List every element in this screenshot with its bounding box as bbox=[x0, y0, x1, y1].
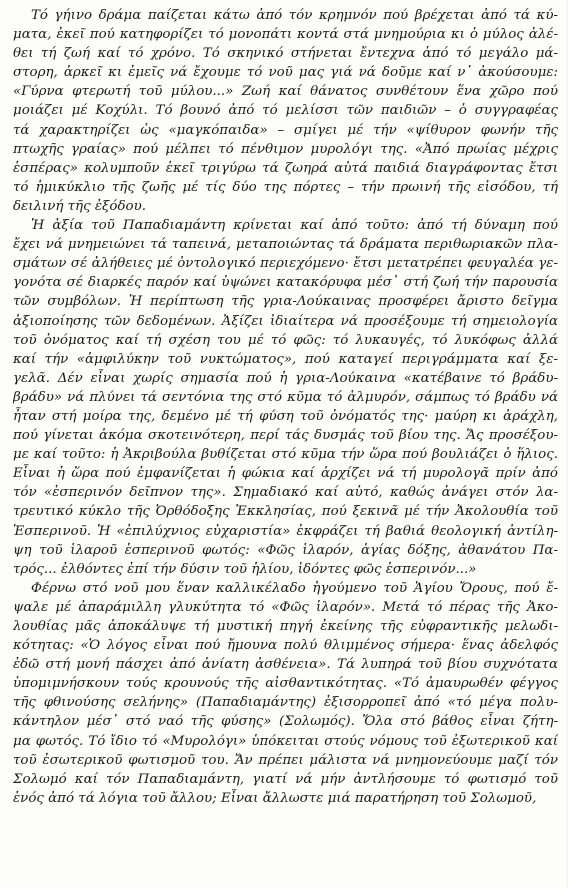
text-line: πτωχῆς γραίας» πού μέλπει τό πένθιμον μυρολόγι της. «Ἀπό πρωίας μέχρις bbox=[13, 141, 558, 157]
text-line: τό ἡμικύκλιο τῆς ζωῆς μέ τίς δύο της πόρτες – τήν πρωινή τῆς εἰσόδου, τή bbox=[13, 179, 558, 195]
text-line: Σολωμό καί τόν Παπαδιαμάντη, γιατί νά μήν ἀντλήσουμε τό φωτισμό τοῦ bbox=[13, 771, 558, 787]
text-line: κάντηλον μέσ᾽ στό ναό τῆς φύσης» (Σολωμός). Ὅλα στό βάθος εἶναι ζήτη- bbox=[13, 714, 558, 730]
text-line: τῶν συμβόλων. Ἡ περίπτωση τῆς γρια-Λούκαινας προσφέρει ἄριστο δεῖγμα bbox=[13, 294, 558, 310]
text-line: ἑνός ἀπό τά λόγια τοῦ ἄλλου; Εἶναι ἄλλωστε μιά παρατήρηση τοῦ Σολωμοῦ, bbox=[13, 790, 537, 806]
text-line: τῆς φθινούσης σελήνης» (Παπαδιαμάντης) ἐξισορροπεῖ ἀπό «τό μέγα πολυ- bbox=[13, 695, 558, 711]
text-line: τρευτικό κύκλο τῆς Ὀρθόδοξης Ἐκκλησίας, πού ξεκινᾶ μέ τήν Ἀκολουθία τοῦ bbox=[13, 504, 558, 520]
text-line: ἔχει νά μνημειώνει τά ταπεινά, μεταποιώντας τά δράματα περιθωριακῶν πλα- bbox=[13, 237, 558, 253]
text-line: γονότα σέ διαρκές παρόν καί ὑψώνει κατακόρυφα μέσ᾽ στή ζωή τήν παρουσία bbox=[13, 275, 558, 291]
text-line: βράδυ» νά πλύνει τά σεντόνια της στό κῦμα τό ἁλμυρόν, σάμπως τό βράδυ νά bbox=[13, 389, 558, 405]
paragraph bbox=[13, 6, 558, 216]
text-line: τόν «ἑσπερινόν δεῖπνον της». Σημαδιακό καί αὐτό, καθώς ἀνάγει στόν λα- bbox=[13, 485, 558, 501]
text-line: καί τήν «ἀμφιλύκην τοῦ νυκτώματος», πού καταγεί περιγράμματα καί ξε- bbox=[13, 351, 558, 367]
text-line: ὑπομιμνήσκουν τούς κρουνούς τῆς αἰσθαντικότητας. «Τό ἀμαυρωθέν φέγγος bbox=[13, 676, 558, 692]
text-line: θει τή ζωή καί τό χρόνο. Τό σκηνικό στήνεται ἔντεχνα ἀπό τό μεγάλο μά- bbox=[13, 46, 558, 62]
paragraph bbox=[13, 579, 558, 808]
paragraph bbox=[13, 216, 558, 579]
text-line: τοῦ ὀνόματος καί τή σχέση του μέ τό φῶς: τό λυκαυγές, τό λυκόφως ἀλλά bbox=[13, 332, 558, 348]
text-line: «Γύρνα φτερωτή τοῦ μύλου...» Ζωή καί θάνατος συνθέτουν ἕνα χῶρο πού bbox=[13, 84, 558, 100]
text-line: κότητας: «Ὁ λόγος εἶναι πού ἤμουνα πολύ θλιμμένος σήμερα· ἕνας ἀδελφός bbox=[13, 638, 558, 654]
text-line: πού γίνεται ἀκόμα σκοτεινότερη, περί τάς δυσμάς τοῦ βίου της. Ἄς προσέξου- bbox=[13, 428, 558, 444]
text-line: ἦταν στή μοίρα της, δεμένο μέ τή φύση τοῦ ὀνόματός της· μαύρη κι ἀράχλη, bbox=[13, 408, 558, 424]
text-line: μοιάζει μέ Κοχύλι. Τό βουνό ἀπό τό μελίσσι τῶν παιδιῶν – ὁ συγγραφέας bbox=[13, 103, 558, 119]
text-line: τά χαρακτηρίζει ὡς «μαγκόπαιδα» – σμίγει μέ τήν «ψίθυρον φωνήν τῆς bbox=[13, 122, 558, 138]
text-line: μα φωτός. Τό ἴδιο τό «Μυρολόγι» ὑπόκειται στούς νόμους τοῦ ἐξωτερικοῦ καί bbox=[13, 733, 558, 749]
text-line: ψαλε μέ ἀπαράμιλλη γλυκύτητα τό «Φῶς ἱλαρόν». Μετά τό πέρας τῆς Ἀκο- bbox=[13, 599, 558, 615]
text-line: Εἶναι ἡ ὥρα πού ἐμφανίζεται ἡ φώκια καί ἀρχίζει νά τή μυρολογᾶ πρίν ἀπό bbox=[13, 466, 558, 482]
text-line: Ἑσπερινοῦ. Ἡ «ἐπιλύχνιος εὐχαριστία» ἐκφράζει τή βαθιά θεολογική ἀντίλη- bbox=[13, 523, 558, 539]
text-line: τοῦ ἐσωτερικοῦ φωτισμοῦ του. Ἄν πρέπει μάλιστα νά μνημονεύουμε μαζί τόν bbox=[13, 752, 558, 768]
text-line: λουθίας μᾶς ἀποκάλυψε τή μυστική πηγή ἐκείνης τῆς εὐφραντικῆς μελωδι- bbox=[13, 619, 558, 634]
text-line: τρός... ἐλθόντες ἐπί τήν δύσιν τοῦ ἡλίου, ἰδόντες φῶς ἑσπερινόν...» bbox=[13, 561, 477, 577]
text-line: στορη, ἀρκεῖ κι ἐμεῖς νά ἔχουμε τό νοῦ μας γιά νά δοῦμε καί ν᾽ ἀκούσουμε: bbox=[13, 65, 558, 81]
text-line: ψη τοῦ ἱλαροῦ ἑσπερινοῦ φωτός: «Φῶς ἱλαρόν, ἁγίας δόξης, ἀθανάτου Πα- bbox=[13, 542, 558, 558]
text-line: ματα, ἐκεῖ πού κατηφορίζει τό μονοπάτι κοντά στά μνημούρια κι ὁ μύλος ἀλέ- bbox=[13, 27, 558, 43]
page-body-text bbox=[13, 6, 558, 808]
text-line: Φέρνω στό νοῦ μου ἕναν καλλικέλαδο ἡγούμενο τοῦ Ἁγίου Ὄρους, πού ἔ- bbox=[31, 580, 558, 596]
text-line: ἐδῶ στή μονή πάσχει ἀπό ἀνίατη ἀσθένεια». Τά λυπηρά τοῦ βίου συχνότατα bbox=[13, 657, 558, 673]
text-line: γελᾶ. Δέν εἶναι χωρίς σημασία πού ἡ γρια-Λούκαινα «κατέβαινε τό βράδυ- bbox=[13, 370, 558, 386]
text-line: με καί τοῦτο: ἡ Ἀκριβούλα βυθίζεται στό κῦμα τήν ὥρα πού βουλιάζει ὁ ἥλιος. bbox=[13, 447, 558, 463]
text-line: Ἡ ἀξία τοῦ Παπαδιαμάντη κρίνεται καί ἀπό τοῦτο: ἀπό τή δύναμη πού bbox=[31, 218, 558, 234]
text-line: σμάτων σέ ἀλήθειες μέ ὀντολογικό περιεχόμενο· ἔτσι μετατρέπει φευγαλέα γε- bbox=[13, 256, 558, 272]
text-line: Τό γήινο δράμα παίζεται κάτω ἀπό τόν κρημνόν πού βρέχεται ἀπό τά κύ- bbox=[31, 8, 558, 23]
text-line: ἑσπέρας» κολυμποῦν ἐκεῖ τριγύρω τά ζωηρά αὐτά παιδιά διαγράφοντας ἔτσι bbox=[13, 160, 558, 176]
text-line: ἀξιοποίησης τῶν δεδομένων. Ἀξίζει ἰδιαίτερα νά προσέξουμε τή σημειολογία bbox=[13, 313, 558, 329]
text-line: δειλινή τῆς ἐξόδου. bbox=[13, 198, 146, 214]
